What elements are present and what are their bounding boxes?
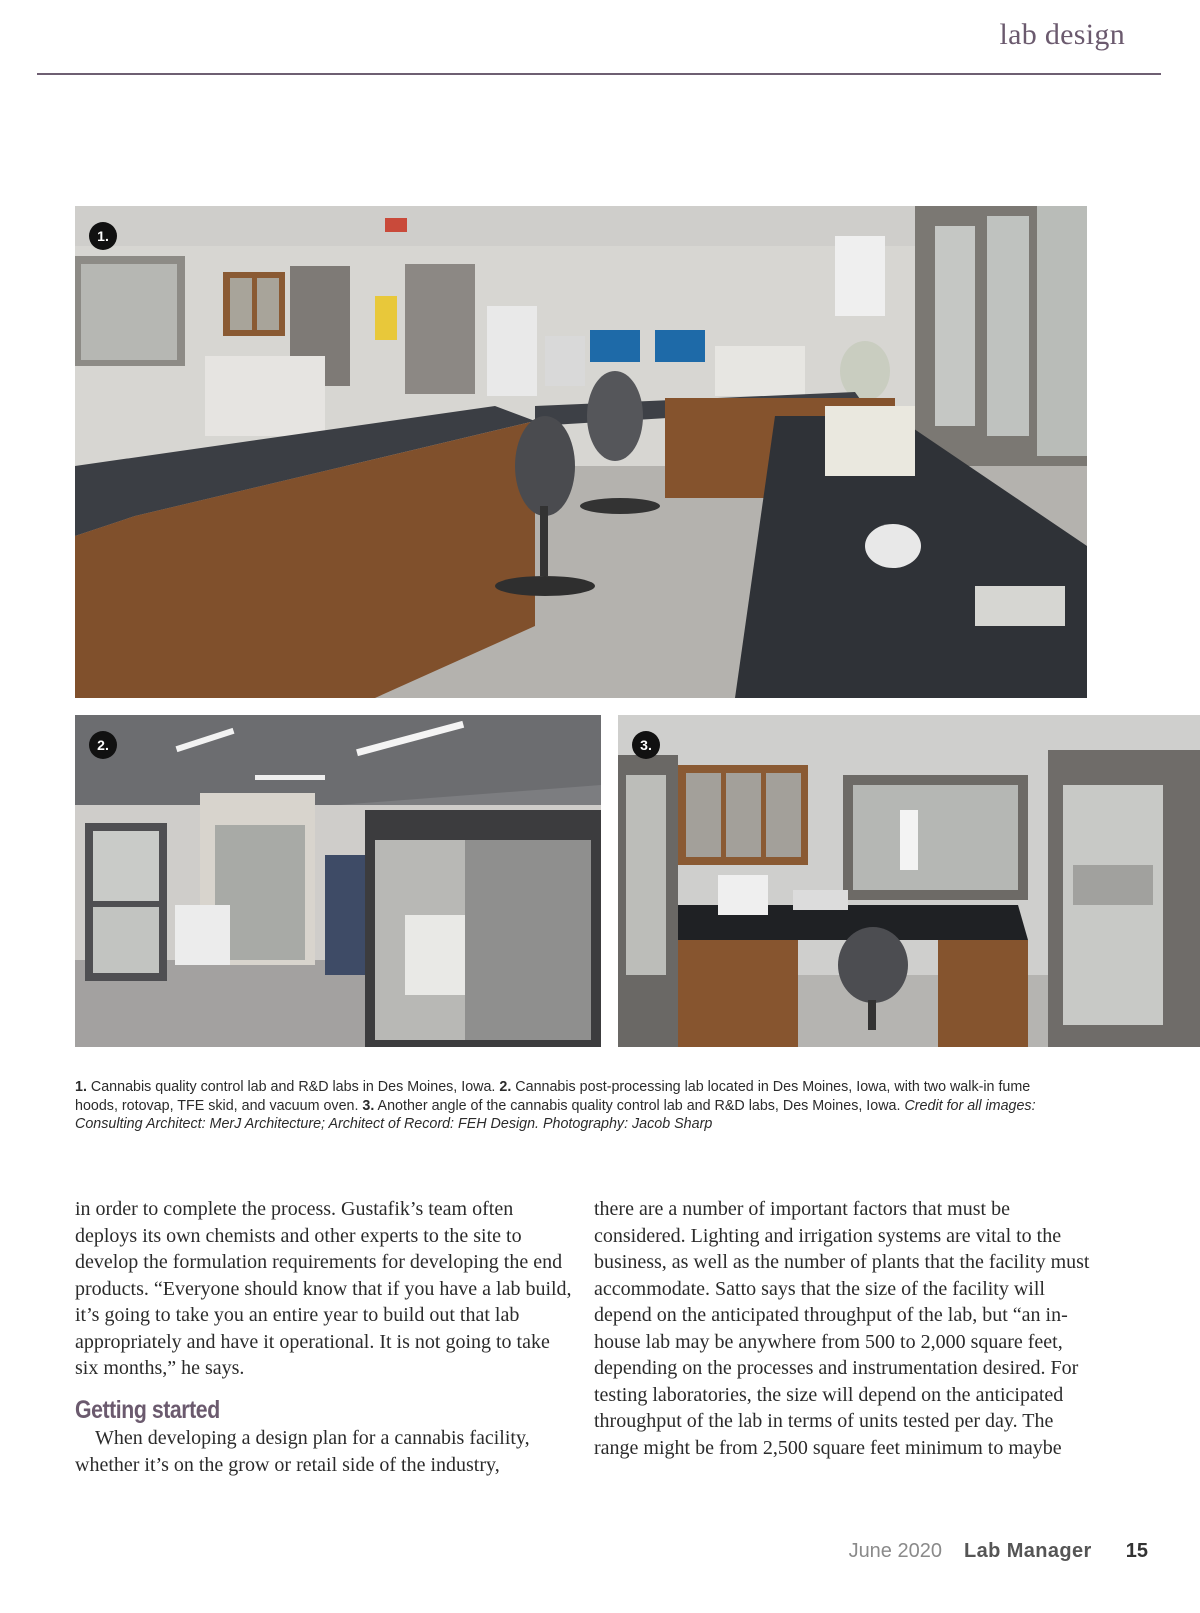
photo-2-post-processing-lab <box>75 715 601 1047</box>
photo-number-badge: 1. <box>89 222 117 250</box>
caption-text: Cannabis quality control lab and R&D labs in Des Moines, Iowa. <box>86 1079 500 1095</box>
issue-date: June 2020 <box>848 1540 942 1562</box>
page-footer <box>849 1540 1148 1563</box>
caption-number: 2. <box>499 1079 512 1095</box>
caption-number: 3. <box>362 1097 375 1114</box>
caption-text: Cannabis post-processing lab located in Des Moines, Iowa, with two walk-in fume hoods, rotovap, TFE skid, and vacuum oven. <box>75 1079 1031 1114</box>
subheading: Getting started <box>75 1395 220 1424</box>
section-label: lab design <box>999 18 1125 51</box>
photo-number-badge: 3. <box>632 731 660 759</box>
body-paragraph: in order to complete the process. Gustafik’s team often deploys its own chemists and other experts to the site to develop the formulation requirements for developing the end products. “Everyone should know that if you have a lab build, it’s going to take you an entire year to build out that lab appropriately and have it operational. It is not going to take six months,” he says. <box>75 1198 572 1379</box>
caption-number: 1. <box>75 1079 87 1095</box>
magazine-name: Lab Manager <box>963 1540 1092 1562</box>
photo-3-qc-lab-angle <box>618 715 1200 1047</box>
header-rule <box>37 73 1161 75</box>
photo-number-badge: 2. <box>89 731 117 759</box>
caption-text: Another angle of the cannabis quality control lab and R&D labs, Des Moines, Iowa. <box>374 1097 905 1114</box>
body-column-left <box>75 1196 575 1478</box>
body-column-right <box>594 1196 1094 1461</box>
body-paragraph: there are a number of important factors that must be considered. Lighting and irrigation systems are vital to the business, as well as the number of plants that the facility must accommodate. Satto says that the size of the facility will depend on the anticipated throughput of the lab, but “an in-house lab may be anywhere from 500 to 2,000 square feet, depending on the processes and instrumentation desired. For testing laboratories, the size will depend on the anticipated throughput of the lab in terms of units tested per day. The range might be from 2,500 square feet minimum to maybe <box>594 1198 1090 1459</box>
photo-credit: Credit for all images: Consulting Architect: MerJ Architecture; Architect of Record: FEH Design. Photography: Jacob Sharp <box>75 1097 1036 1132</box>
page-number: 15 <box>1125 1540 1148 1562</box>
body-paragraph: When developing a design plan for a cannabis facility, whether it’s on the grow or retail side of the industry, <box>75 1427 530 1476</box>
photo-caption <box>75 1078 1075 1134</box>
photo-1-qc-lab <box>75 206 1087 698</box>
